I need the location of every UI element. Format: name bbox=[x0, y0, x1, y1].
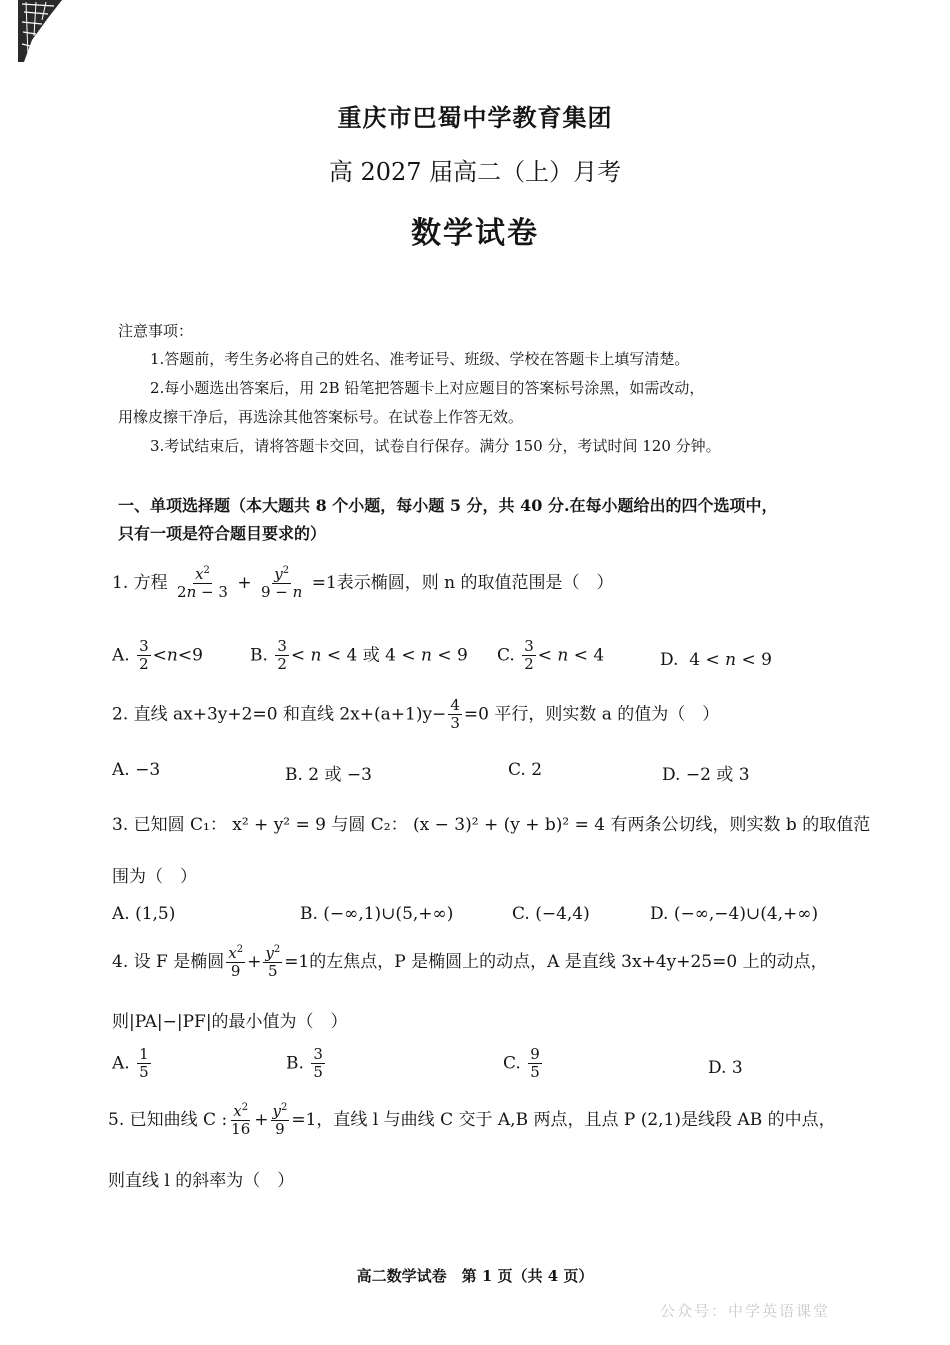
question-1-option-b: B. $\frac{3}{2}$ < n < 4 或 4 < n < 9 bbox=[250, 637, 468, 674]
section-title-line2: 只有一项是符合题目要求的） bbox=[118, 524, 327, 543]
fraction: $\frac{x^2}{2n - 3}$ bbox=[177, 565, 228, 602]
exam-name: 高 2027 届高二（上）月考 bbox=[328, 158, 622, 186]
question-1-option-a: A. $\frac{3}{2}$ <n<9 bbox=[112, 637, 203, 674]
question-4-option-a: A. $\frac{1}{5}$ bbox=[112, 1045, 149, 1082]
question-1: 1. 方程 $\frac{x^2}{2n - 3}$ + $\frac{y^2}{9 - n}$ =1表示椭圆，则 n 的取值范围是（ ） bbox=[112, 565, 614, 602]
question-3-option-d: D. (−∞,−4)∪(4,+∞) bbox=[650, 904, 819, 924]
question-1-option-c: C. $\frac{3}{2}$ < n < 4 bbox=[497, 637, 605, 674]
question-5: 5. 已知曲线 C : $\frac{x^2}{16}$ + $\frac{y^2}{9}$ =1，直线 l 与曲线 C 交于 A,B 两点，且点 P (2,1)是线段 AB 的中点， bbox=[108, 1102, 836, 1139]
question-1-option-d: D. 4 < n < 9 bbox=[660, 650, 772, 670]
question-4-option-c: C. $\frac{9}{5}$ bbox=[503, 1045, 540, 1082]
watermark: 公众号：中学英语课堂 bbox=[660, 1302, 831, 1320]
page-footer: 高二数学试卷 第 1 页（共 4 页） bbox=[356, 1267, 594, 1285]
fraction: $\frac{y^2}{9 - n}$ bbox=[260, 565, 303, 602]
notice-item-2-cont: 用橡皮擦干净后，再选涂其他答案标号。在试卷上作答无效。 bbox=[118, 408, 524, 426]
question-3-option-b: B. (−∞,1)∪(5,+∞) bbox=[300, 904, 454, 924]
notice-item-1: 1.答题前，考生务必将自己的姓名、准考证号、班级、学校在答题卡上填写清楚。 bbox=[150, 350, 690, 368]
question-2: 2. 直线 ax+3y+2=0 和直线 2x+(a+1)y− $\frac{4}{3}$ =0 平行，则实数 a 的值为（ ） bbox=[112, 696, 720, 733]
question-3-line1: 3. 已知圆 C₁： x² + y² = 9 与圆 C₂： (x − 3)² + (y + b)² = 4 有两条公切线，则实数 b 的取值范 bbox=[112, 815, 871, 835]
notice-item-3: 3.考试结束后，请将答题卡交回，试卷自行保存。满分 150 分，考试时间 120 分钟。 bbox=[150, 437, 721, 455]
school-name: 重庆市巴蜀中学教育集团 bbox=[337, 103, 613, 132]
question-1-prefix: 方程 bbox=[133, 572, 168, 593]
notice-item-2: 2.每小题选出答案后，用 2B 铅笔把答题卡上对应题目的答案标号涂黑，如需改动， bbox=[150, 379, 705, 397]
question-1-suffix: =1表示椭圆，则 n 的取值范围是（ ） bbox=[311, 572, 614, 593]
question-2-option-b: B. 2 或 −3 bbox=[285, 765, 372, 785]
question-2-option-a: A. −3 bbox=[112, 760, 161, 780]
section-title-line1: 一、单项选择题（本大题共 8 个小题，每小题 5 分，共 40 分.在每小题给出的四个选项中， bbox=[118, 496, 778, 515]
question-1-number: 1. bbox=[112, 572, 129, 593]
page-corner-decoration bbox=[18, 0, 62, 62]
question-4-option-b: B. $\frac{3}{5}$ bbox=[286, 1045, 323, 1082]
question-2-option-d: D. −2 或 3 bbox=[662, 765, 750, 785]
question-2-option-c: C. 2 bbox=[508, 760, 543, 780]
question-4: 4. 设 F 是椭圆 $\frac{x^2}{9}$ + $\frac{y^2}{5}$ =1的左焦点，P 是椭圆上的动点，A 是直线 3x+4y+25=0 上的动点， bbox=[112, 944, 828, 981]
question-3-option-a: A. (1,5) bbox=[112, 904, 176, 924]
question-4-line2: 则|PA|−|PF|的最小值为（ ） bbox=[112, 1012, 348, 1032]
question-5-line2: 则直线 l 的斜率为（ ） bbox=[108, 1171, 295, 1191]
subject-title: 数学试卷 bbox=[411, 216, 539, 251]
notice-title: 注意事项： bbox=[118, 322, 194, 340]
question-3-option-c: C. (−4,4) bbox=[512, 904, 590, 924]
question-3-line2: 围为（ ） bbox=[112, 867, 197, 887]
question-4-option-d: D. 3 bbox=[708, 1058, 743, 1078]
